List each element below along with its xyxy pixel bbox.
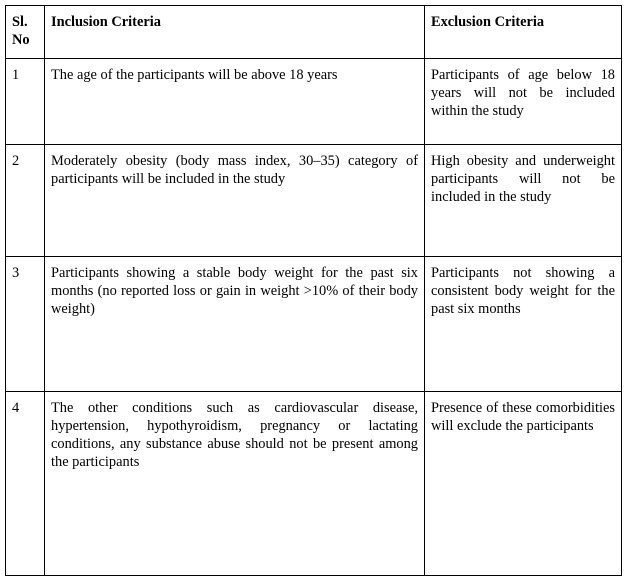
row-serial-number: 3 <box>6 257 45 392</box>
header-sl-no: Sl. No <box>6 6 45 59</box>
row-exclusion-criterion: Presence of these comorbidities will exclude the participants <box>425 392 622 576</box>
criteria-table <box>5 5 622 576</box>
table-row <box>6 257 622 392</box>
table-row <box>6 59 622 145</box>
row-inclusion-criterion: The other conditions such as cardiovascular disease, hypertension, hypothyroidism, pregnancy or lactating conditions, any substance abuse should not be present among the participants <box>45 392 425 576</box>
row-exclusion-criterion: Participants of age below 18 years will not be included within the study <box>425 59 622 145</box>
row-exclusion-criterion: Participants not showing a consistent body weight for the past six months <box>425 257 622 392</box>
row-inclusion-criterion: The age of the participants will be above 18 years <box>45 59 425 145</box>
row-serial-number: 2 <box>6 145 45 257</box>
table-row <box>6 392 622 576</box>
row-serial-number: 1 <box>6 59 45 145</box>
header-inclusion-criteria: Inclusion Criteria <box>45 6 425 59</box>
header-exclusion-criteria: Exclusion Criteria <box>425 6 622 59</box>
row-exclusion-criterion: High obesity and underweight participants will not be included in the study <box>425 145 622 257</box>
row-serial-number: 4 <box>6 392 45 576</box>
table-row <box>6 145 622 257</box>
table-header-row <box>6 6 622 59</box>
row-inclusion-criterion: Moderately obesity (body mass index, 30–35) category of participants will be included in the study <box>45 145 425 257</box>
row-inclusion-criterion: Participants showing a stable body weight for the past six months (no reported loss or gain in weight >10% of their body weight) <box>45 257 425 392</box>
